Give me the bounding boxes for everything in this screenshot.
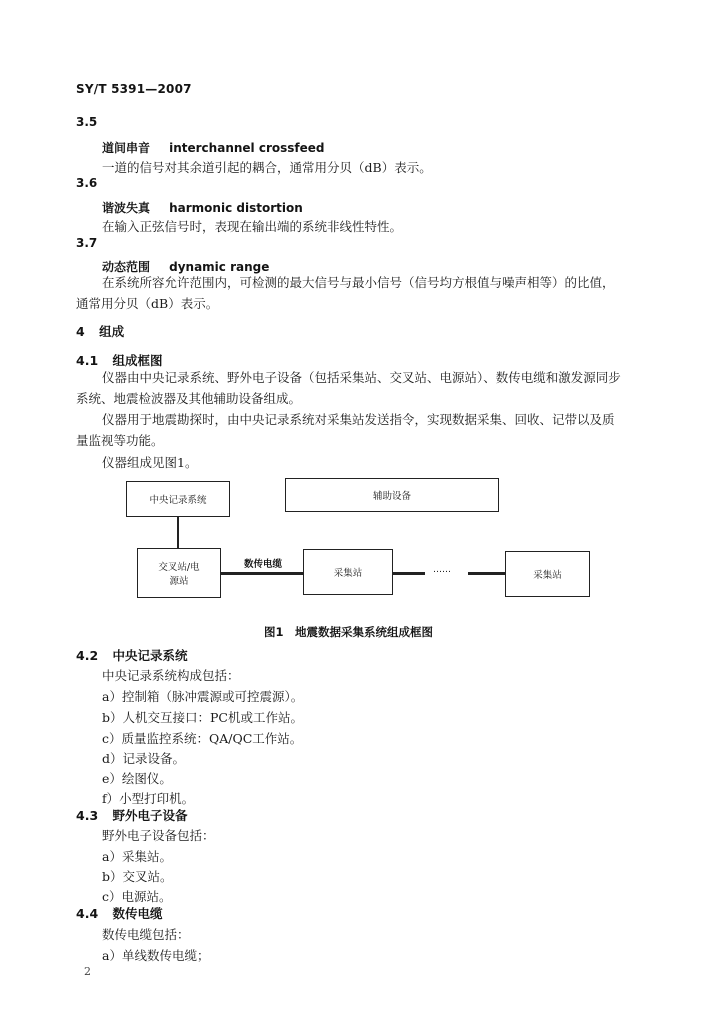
section-title: 野外电子设备	[112, 808, 188, 823]
auxiliary-equipment-box: 辅助设备	[285, 478, 499, 512]
section-number: 4.3	[76, 808, 99, 823]
list-item-4-2-d: d）记录设备。	[102, 751, 186, 766]
paragraph-4-1-b: 仪器用于地震勘探时，由中央记录系统对采集站发送指令，实现数据采集、回收、记带以及质量监视等功能。	[76, 412, 615, 448]
figure-1-caption: 图1 地震数据采集系统组成框图	[264, 625, 433, 639]
section-title: 中央记录系统	[112, 648, 188, 663]
list-item-4-2-c: c）质量监控系统：QA/QC工作站。	[102, 731, 303, 746]
connector-line-vertical	[177, 517, 179, 548]
connector-line-acq1	[393, 572, 425, 575]
definition-3-7: 在系统所容允许范围内，可检测的最大信号与最小信号（信号均方根值与噪声相等）的比值，通常用分贝（dB）表示。	[76, 275, 615, 311]
section-4-2-heading	[76, 646, 188, 664]
section-4-4-heading	[76, 904, 163, 922]
term-cn: 道间串音	[102, 141, 151, 155]
definition-3-6: 在输入正弦信号时，表现在输出端的系统非线性特性。	[102, 219, 403, 234]
list-item-4-4-a: a）单线数传电缆；	[102, 948, 210, 963]
section-title: 数传电缆	[112, 906, 163, 921]
term-en: dynamic range	[169, 260, 270, 274]
ellipsis-label: ……	[433, 565, 451, 575]
cross-station-label-line2: 源站	[169, 576, 189, 587]
cross-power-station-box	[137, 548, 221, 598]
term-harmonic-distortion	[102, 197, 303, 216]
section-number: 4.2	[76, 648, 99, 663]
section-title: 组成框图	[112, 353, 163, 368]
central-recording-box: 中央记录系统	[126, 481, 230, 517]
term-interchannel-crossfeed	[102, 137, 324, 156]
paragraph-4-1-c: 仪器组成见图1。	[102, 455, 198, 470]
page-number: 2	[84, 965, 91, 978]
section-title: 组成	[99, 324, 125, 339]
section-number-3-6: 3.6	[76, 176, 98, 190]
term-cn: 动态范围	[102, 260, 151, 274]
section-number-3-7: 3.7	[76, 236, 98, 250]
data-cable-line	[221, 572, 303, 575]
section-number: 4.4	[76, 906, 99, 921]
section-number-3-5: 3.5	[76, 115, 98, 129]
data-cable-label: 数传电缆	[244, 559, 283, 570]
section-number: 4.1	[76, 353, 99, 368]
paragraph-4-1-a: 仪器由中央记录系统、野外电子设备（包括采集站、交叉站、电源站）、数传电缆和激发源同步系统、地震检波器及其他辅助设备组成。	[76, 370, 621, 406]
cross-station-label-line1: 交叉站/电	[158, 562, 200, 573]
list-item-4-2-e: e）绘图仪。	[102, 771, 172, 786]
list-item-4-2-b: b）人机交互接口：PC机或工作站。	[102, 710, 303, 725]
term-en: interchannel crossfeed	[169, 141, 325, 155]
list-item-4-3-b: b）交叉站。	[102, 869, 173, 884]
intro-4-2: 中央记录系统构成包括：	[102, 668, 240, 683]
intro-4-3: 野外电子设备包括：	[102, 828, 215, 843]
section-number: 4	[76, 324, 85, 339]
term-cn: 谐波失真	[102, 201, 151, 215]
section-4-3-heading	[76, 806, 188, 824]
section-4-heading	[76, 322, 124, 340]
term-en: harmonic distortion	[169, 201, 303, 215]
acquisition-station-box-1: 采集站	[303, 549, 393, 595]
standard-code-header: SY/T 5391—2007	[76, 82, 192, 96]
list-item-4-2-a: a）控制箱（脉冲震源或可控震源）。	[102, 689, 304, 704]
definition-3-5: 一道的信号对其余道引起的耦合，通常用分贝（dB）表示。	[102, 160, 432, 175]
intro-4-4: 数传电缆包括：	[102, 927, 190, 942]
connector-line-acq2	[468, 572, 505, 575]
list-item-4-3-a: a）采集站。	[102, 849, 172, 864]
list-item-4-2-f: f）小型打印机。	[102, 791, 195, 806]
list-item-4-3-c: c）电源站。	[102, 889, 172, 904]
acquisition-station-box-2: 采集站	[505, 551, 590, 597]
